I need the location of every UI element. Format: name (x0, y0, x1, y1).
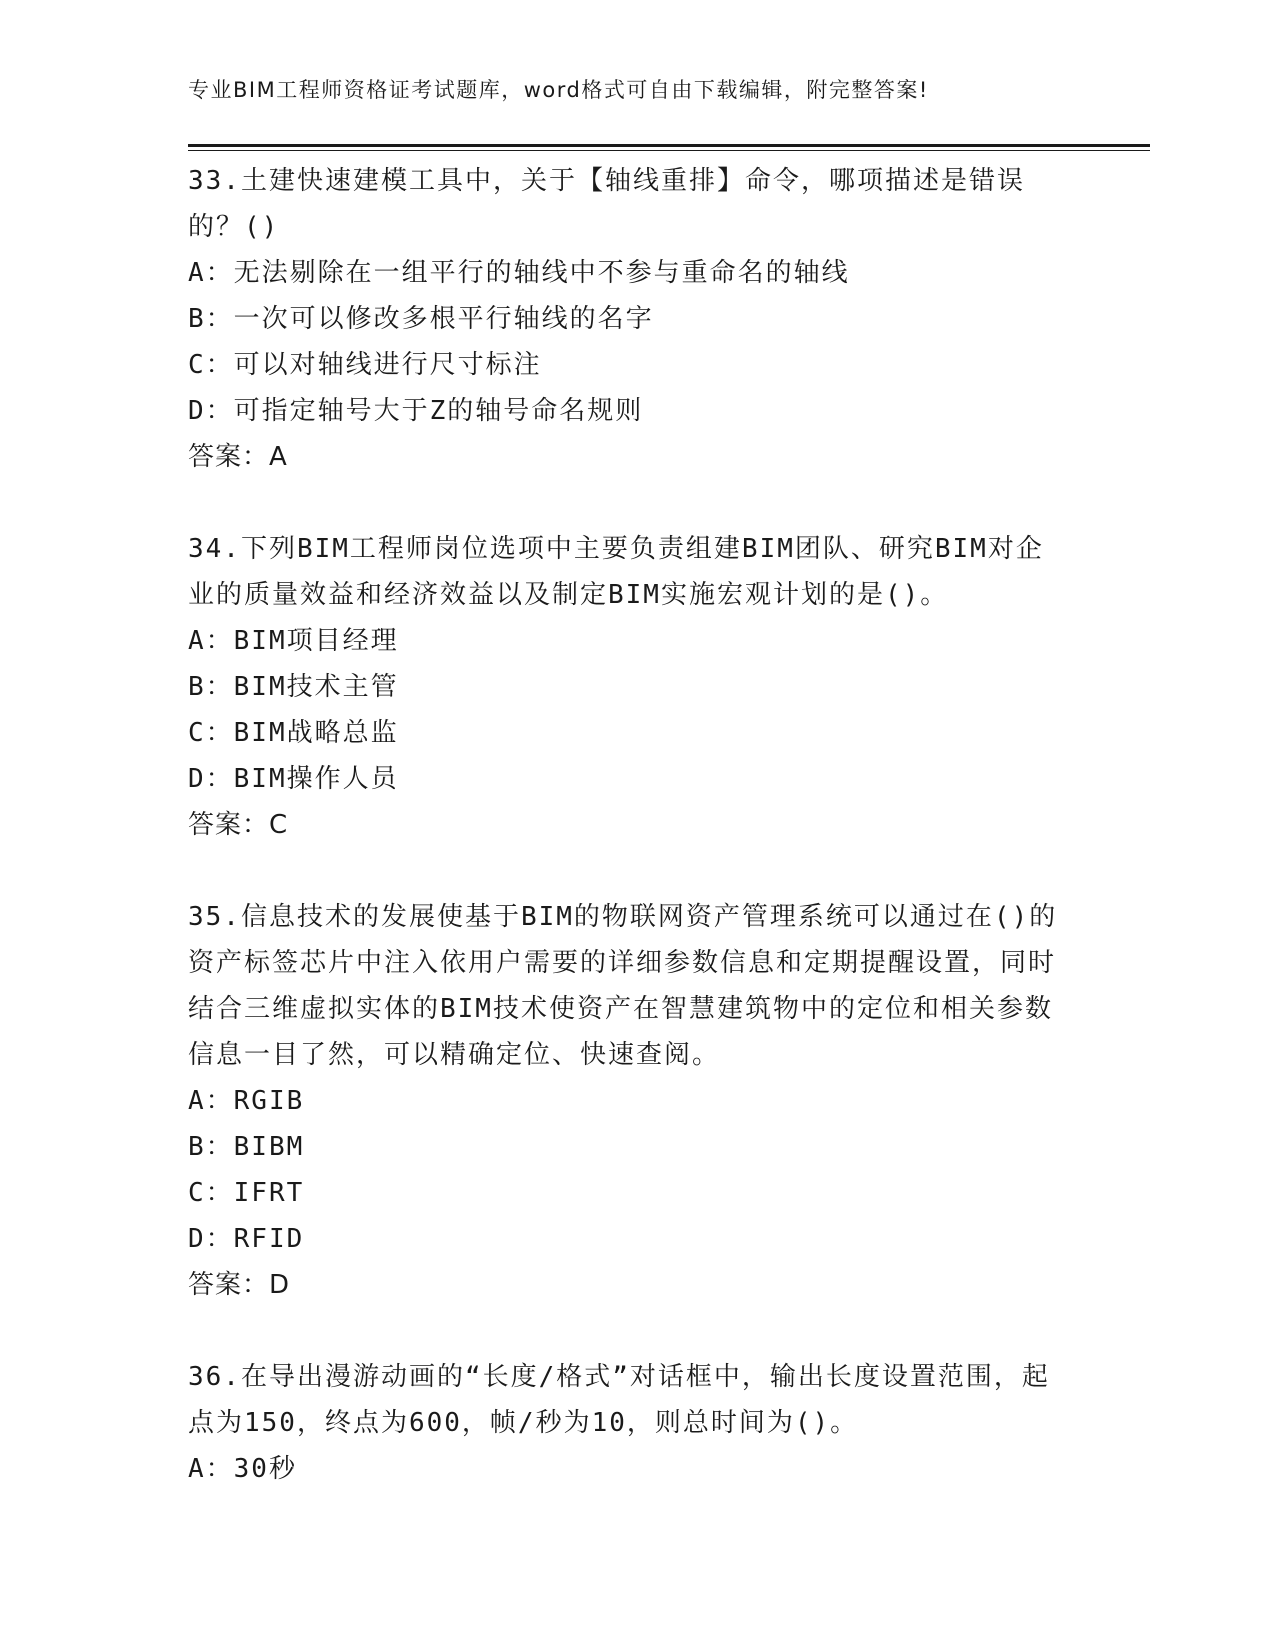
option-d: D：BIM操作人员 (188, 764, 399, 794)
question-stem: 35.信息技术的发展使基于BIM的物联网资产管理系统可以通过在()的资产标签芯片中注入依用户需要的详细参数信息和定期提醒设置，同时结合三维虚拟实体的BIM技术使资产在智慧建筑物中的定位和相关参数信息一目了然，可以精确定位、快速查阅。 (188, 902, 1058, 1070)
question-34 (188, 526, 1068, 848)
answer: 答案：A (188, 442, 288, 472)
option-c: C：IFRT (188, 1178, 305, 1208)
question-stem: 34.下列BIM工程师岗位选项中主要负责组建BIM团队、研究BIM对企业的质量效益和经济效益以及制定BIM实施宏观计划的是()。 (188, 534, 1044, 610)
question-33 (188, 158, 1068, 480)
header-divider-thick (188, 144, 1150, 147)
header-divider-thin (188, 150, 1150, 151)
answer: 答案：C (188, 810, 289, 840)
question-35 (188, 894, 1068, 1308)
option-a: A：RGIB (188, 1086, 305, 1116)
option-a: A：无法剔除在一组平行的轴线中不参与重命名的轴线 (188, 258, 850, 288)
answer: 答案：D (188, 1270, 291, 1300)
option-c: C：可以对轴线进行尺寸标注 (188, 350, 542, 380)
option-a: A：30秒 (188, 1454, 297, 1484)
question-list (188, 158, 1068, 1538)
option-a: A：BIM项目经理 (188, 626, 399, 656)
option-b: B：BIBM (188, 1132, 305, 1162)
option-d: D：可指定轴号大于Z的轴号命名规则 (188, 396, 644, 426)
document-page (188, 0, 1148, 1650)
option-c: C：BIM战略总监 (188, 718, 399, 748)
option-b: B：一次可以修改多根平行轴线的名字 (188, 304, 654, 334)
question-stem: 33.土建快速建模工具中，关于【轴线重排】命令，哪项描述是错误的？() (188, 166, 1025, 242)
page-header: 专业BIM工程师资格证考试题库，word格式可自由下载编辑，附完整答案! (188, 78, 929, 102)
question-stem: 36.在导出漫游动画的“长度/格式”对话框中，输出长度设置范围，起点为150，终点为600，帧/秒为10，则总时间为()。 (188, 1362, 1050, 1438)
option-d: D：RFID (188, 1224, 305, 1254)
question-36 (188, 1354, 1068, 1492)
option-b: B：BIM技术主管 (188, 672, 399, 702)
